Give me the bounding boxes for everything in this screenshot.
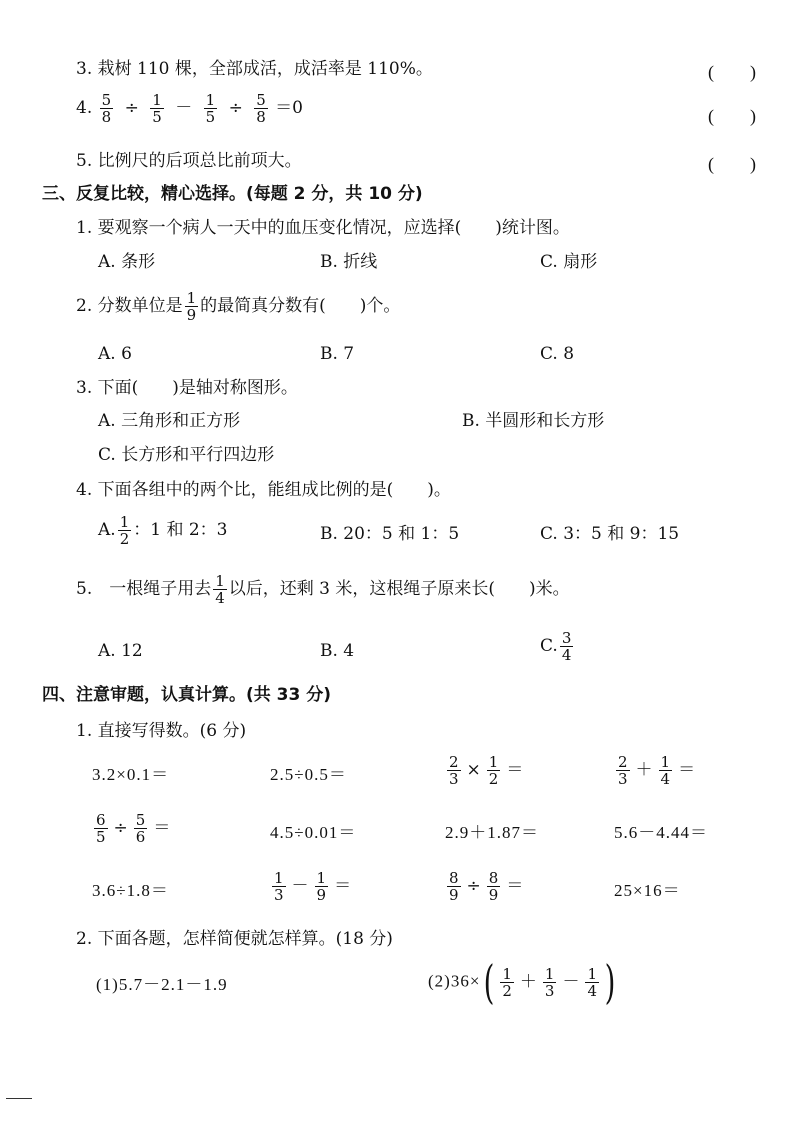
- choice-q2-b[interactable]: B. 7: [320, 344, 355, 364]
- calc-r2-c: 2.9＋1.87＝: [445, 823, 539, 842]
- choice-q5: 5. 一根绳子用去 $\frac{1}{4}$ 以后，还剩 3 米，这根绳子原来长( )米。: [76, 572, 570, 607]
- calc-r1-d: $\frac{2}{3}$ ＋ $\frac{1}{4}$ ＝: [618, 753, 696, 788]
- choice-q5-b[interactable]: B. 4: [320, 641, 355, 661]
- judge-q4: [76, 92, 303, 125]
- fraction: $\frac{5}{8}$: [101, 91, 112, 126]
- choice-q1-a[interactable]: A. 条形: [98, 252, 156, 272]
- fraction: $\frac{1}{5}$: [152, 91, 162, 126]
- calc-r1-a: 3.2×0.1＝: [92, 765, 170, 784]
- left-paren: (: [484, 955, 495, 1009]
- answer-paren-q5[interactable]: ( ): [708, 154, 756, 174]
- simplify-e2: (2)36×( $\frac{1}{2}$ ＋ $\frac{1}{3}$ － $\frac{1}{4}$ ): [428, 955, 616, 1009]
- calc-r2-b: 4.5÷0.01＝: [270, 823, 357, 842]
- simplify-e1: (1)5.7－2.1－1.9: [96, 975, 228, 994]
- calc-r2-d: 5.6－4.44＝: [614, 823, 708, 842]
- equals-zero: ＝0: [275, 98, 303, 118]
- judge-q3: 3. 栽树 110 棵，全部成活，成活率是 110%。: [76, 59, 433, 79]
- margin-mark: [6, 1098, 32, 1099]
- judge-q5: 5. 比例尺的后项总比前项大。: [76, 151, 302, 171]
- calc-part-1: 1. 直接写得数。(6 分): [76, 721, 247, 741]
- choice-q1-c[interactable]: C. 扇形: [540, 252, 598, 272]
- choice-q1-b[interactable]: B. 折线: [320, 252, 378, 272]
- calc-r1-c: $\frac{2}{3}$ × $\frac{1}{2}$ ＝: [449, 753, 524, 788]
- answer-paren-q3[interactable]: ( ): [708, 62, 756, 82]
- fraction: $\frac{1}{4}$: [215, 572, 225, 607]
- calc-r3-d: 25×16＝: [614, 881, 681, 900]
- fraction: $\frac{5}{8}$: [256, 91, 266, 126]
- calc-part-2: 2. 下面各题，怎样简便就怎样算。(18 分): [76, 929, 393, 949]
- choice-q4-c[interactable]: C. 3：5 和 9：15: [540, 524, 680, 544]
- choice-q2-a[interactable]: A. 6: [98, 344, 132, 364]
- choice-q2-c[interactable]: C. 8: [540, 344, 575, 364]
- calc-r2-a: $\frac{6}{5}$ ÷ $\frac{5}{6}$ ＝: [96, 811, 171, 846]
- choice-q5-c[interactable]: C. $\frac{3}{4}$: [540, 629, 572, 664]
- fraction: $\frac{1}{9}$: [186, 289, 197, 324]
- right-paren: ): [604, 955, 616, 1009]
- calc-r3-c: $\frac{8}{9}$ ÷ $\frac{8}{9}$ ＝: [449, 869, 524, 904]
- choice-q5-a[interactable]: A. 12: [98, 641, 143, 661]
- choice-q4-b[interactable]: B. 20：5 和 1：5: [320, 524, 460, 544]
- fraction: $\frac{1}{5}$: [205, 91, 216, 126]
- choice-q3-b[interactable]: B. 半圆形和长方形: [462, 411, 605, 431]
- div-sign: ÷: [124, 98, 139, 118]
- choice-q3-c[interactable]: C. 长方形和平行四边形: [98, 445, 275, 465]
- choice-q4: 4. 下面各组中的两个比，能组成比例的是( )。: [76, 480, 451, 500]
- fraction: $\frac{3}{4}$: [561, 629, 572, 664]
- calc-r3-a: 3.6÷1.8＝: [92, 881, 169, 900]
- choice-q3-a[interactable]: A. 三角形和正方形: [98, 411, 241, 431]
- choice-q4-a[interactable]: A. $\frac{1}{2}$ ：1 和 2：3: [98, 513, 228, 548]
- calc-r1-b: 2.5÷0.5＝: [270, 765, 347, 784]
- answer-paren-q4[interactable]: ( ): [708, 106, 756, 126]
- div-sign: ÷: [228, 98, 243, 118]
- fraction: $\frac{1}{2}$: [119, 513, 130, 548]
- section-3-title: 三、反复比较，精心选择。(每题 2 分，共 10 分): [42, 184, 423, 204]
- minus-sign: －: [175, 98, 193, 118]
- choice-q1: 1. 要观察一个病人一天中的血压变化情况，应选择( )统计图。: [76, 218, 570, 238]
- choice-q3: 3. 下面( )是轴对称图形。: [76, 378, 298, 398]
- choice-q2: 2. 分数单位是 $\frac{1}{9}$ 的最简真分数有( )个。: [76, 289, 401, 324]
- calc-r3-b: $\frac{1}{3}$ － $\frac{1}{9}$ ＝: [274, 869, 352, 904]
- section-4-title: 四、注意审题，认真计算。(共 33 分): [42, 685, 332, 705]
- q4-number: 4.: [76, 98, 93, 118]
